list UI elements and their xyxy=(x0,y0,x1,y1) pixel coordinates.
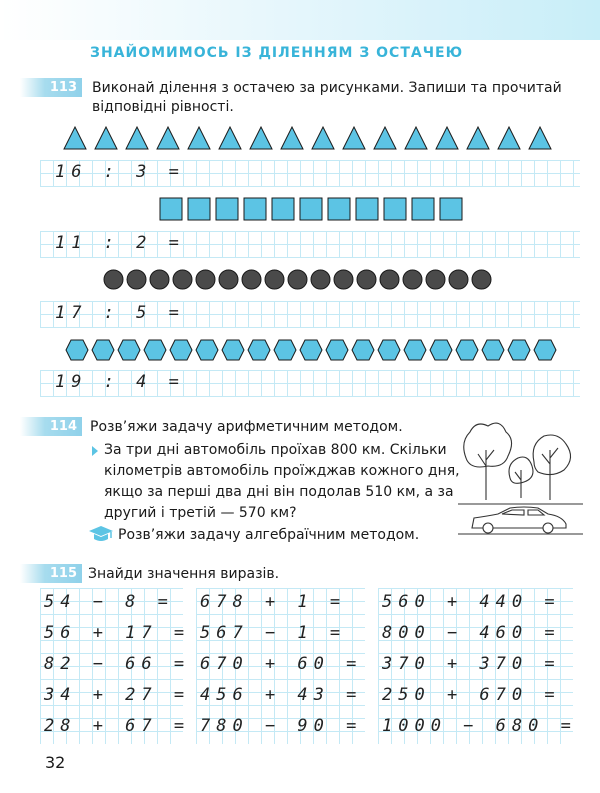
triangle-shape xyxy=(156,126,180,150)
circle-shape xyxy=(287,269,308,290)
expr-2-4: 456 + 43 = xyxy=(200,685,363,705)
expression-11-div-2: 11 : 2 = xyxy=(55,233,185,253)
squares-row xyxy=(159,197,467,221)
task-114-line2: кілометрів автомобіль проїжджав кожного дня, xyxy=(104,463,460,479)
hexagon-shape xyxy=(143,339,167,361)
hexagon-shape xyxy=(299,339,323,361)
expr-3-2: 800 − 460 = xyxy=(382,623,561,643)
expr-1-1: 54 − 8 = xyxy=(44,592,174,612)
header-band xyxy=(0,0,600,40)
square-shape xyxy=(299,197,323,221)
square-shape xyxy=(271,197,295,221)
circle-shape xyxy=(448,269,469,290)
triangle-bullet-icon xyxy=(92,446,98,456)
square-shape xyxy=(439,197,463,221)
expr-2-5: 780 − 90 = xyxy=(200,716,363,736)
expr-3-5: 1000 − 680 = xyxy=(382,716,577,736)
circle-shape xyxy=(241,269,262,290)
hexagon-shape xyxy=(247,339,271,361)
expression-16-div-3: 16 : 3 = xyxy=(55,162,185,182)
task-114-line1: За три дні автомобіль проїхав 800 км. Скільки xyxy=(104,442,447,458)
hexagon-shape xyxy=(403,339,427,361)
hexagon-shape xyxy=(91,339,115,361)
hexagon-shape xyxy=(455,339,479,361)
hexagon-shape xyxy=(325,339,349,361)
triangle-shape xyxy=(63,126,87,150)
triangle-shape xyxy=(404,126,428,150)
square-shape xyxy=(243,197,267,221)
expression-17-div-5: 17 : 5 = xyxy=(55,303,185,323)
task-114-second-heading: Розв’яжи задачу алгебраїчним методом. xyxy=(118,527,420,543)
triangle-shape xyxy=(435,126,459,150)
task-number-115: 115 xyxy=(20,564,82,583)
expr-1-4: 34 + 27 = xyxy=(44,685,191,705)
expr-1-5: 28 + 67 = xyxy=(44,716,191,736)
circle-shape xyxy=(103,269,124,290)
task-number-114: 114 xyxy=(20,417,82,436)
task-number-113: 113 xyxy=(20,78,82,97)
expr-2-1: 678 + 1 = xyxy=(200,592,347,612)
circle-shape xyxy=(218,269,239,290)
triangle-shape xyxy=(342,126,366,150)
square-shape xyxy=(187,197,211,221)
task-113-text-line2: відповідні рівності. xyxy=(92,99,234,115)
expr-3-3: 370 + 370 = xyxy=(382,654,561,674)
triangle-shape xyxy=(311,126,335,150)
expr-2-2: 567 − 1 = xyxy=(200,623,347,643)
trees-and-car-icon xyxy=(458,420,583,540)
page-title: ЗНАЙОМИМОСЬ ІЗ ДІЛЕННЯМ З ОСТАЧЕЮ xyxy=(90,45,464,61)
expr-2-3: 670 + 60 = xyxy=(200,654,363,674)
square-shape xyxy=(159,197,183,221)
circle-shape xyxy=(425,269,446,290)
triangle-shape xyxy=(94,126,118,150)
hexagon-shape xyxy=(65,339,89,361)
circle-shape xyxy=(172,269,193,290)
triangle-shape xyxy=(249,126,273,150)
expr-1-3: 82 − 66 = xyxy=(44,654,191,674)
square-shape xyxy=(327,197,351,221)
triangle-shape xyxy=(373,126,397,150)
triangle-shape xyxy=(218,126,242,150)
task-114-heading: Розв’яжи задачу арифметичним методом. xyxy=(90,419,403,435)
triangle-shape xyxy=(528,126,552,150)
circle-shape xyxy=(126,269,147,290)
square-shape xyxy=(383,197,407,221)
circle-shape xyxy=(264,269,285,290)
triangle-shape xyxy=(280,126,304,150)
task-115-heading: Знайди значення виразів. xyxy=(88,566,280,582)
triangles-row xyxy=(63,126,559,150)
hexagon-shape xyxy=(377,339,401,361)
hexagon-shape xyxy=(169,339,193,361)
circle-shape xyxy=(310,269,331,290)
task-114-line4: другий і третій — 570 км? xyxy=(104,505,297,521)
triangle-shape xyxy=(497,126,521,150)
page-number: 32 xyxy=(45,753,66,772)
hexagons-row xyxy=(65,339,559,361)
hexagon-shape xyxy=(429,339,453,361)
circle-shape xyxy=(471,269,492,290)
hexagon-shape xyxy=(351,339,375,361)
graduation-cap-icon xyxy=(88,525,114,543)
circle-shape xyxy=(333,269,354,290)
square-shape xyxy=(355,197,379,221)
hexagon-shape xyxy=(273,339,297,361)
circles-row xyxy=(103,269,494,290)
expr-1-2: 56 + 17 = xyxy=(44,623,191,643)
task-113-text-line1: Виконай ділення з остачею за рисунками. Запиши та прочитай xyxy=(92,80,562,96)
circle-shape xyxy=(149,269,170,290)
hexagon-shape xyxy=(481,339,505,361)
square-shape xyxy=(215,197,239,221)
circle-shape xyxy=(379,269,400,290)
circle-shape xyxy=(356,269,377,290)
triangle-shape xyxy=(466,126,490,150)
hexagon-shape xyxy=(117,339,141,361)
expr-3-4: 250 + 670 = xyxy=(382,685,561,705)
hexagon-shape xyxy=(533,339,557,361)
triangle-shape xyxy=(187,126,211,150)
circle-shape xyxy=(402,269,423,290)
hexagon-shape xyxy=(195,339,219,361)
hexagon-shape xyxy=(221,339,245,361)
expr-3-1: 560 + 440 = xyxy=(382,592,561,612)
expression-19-div-4: 19 : 4 = xyxy=(55,372,185,392)
triangle-shape xyxy=(125,126,149,150)
circle-shape xyxy=(195,269,216,290)
square-shape xyxy=(411,197,435,221)
hexagon-shape xyxy=(507,339,531,361)
task-114-line3: якщо за перші два дні він подолав 510 км, а за xyxy=(104,484,454,500)
